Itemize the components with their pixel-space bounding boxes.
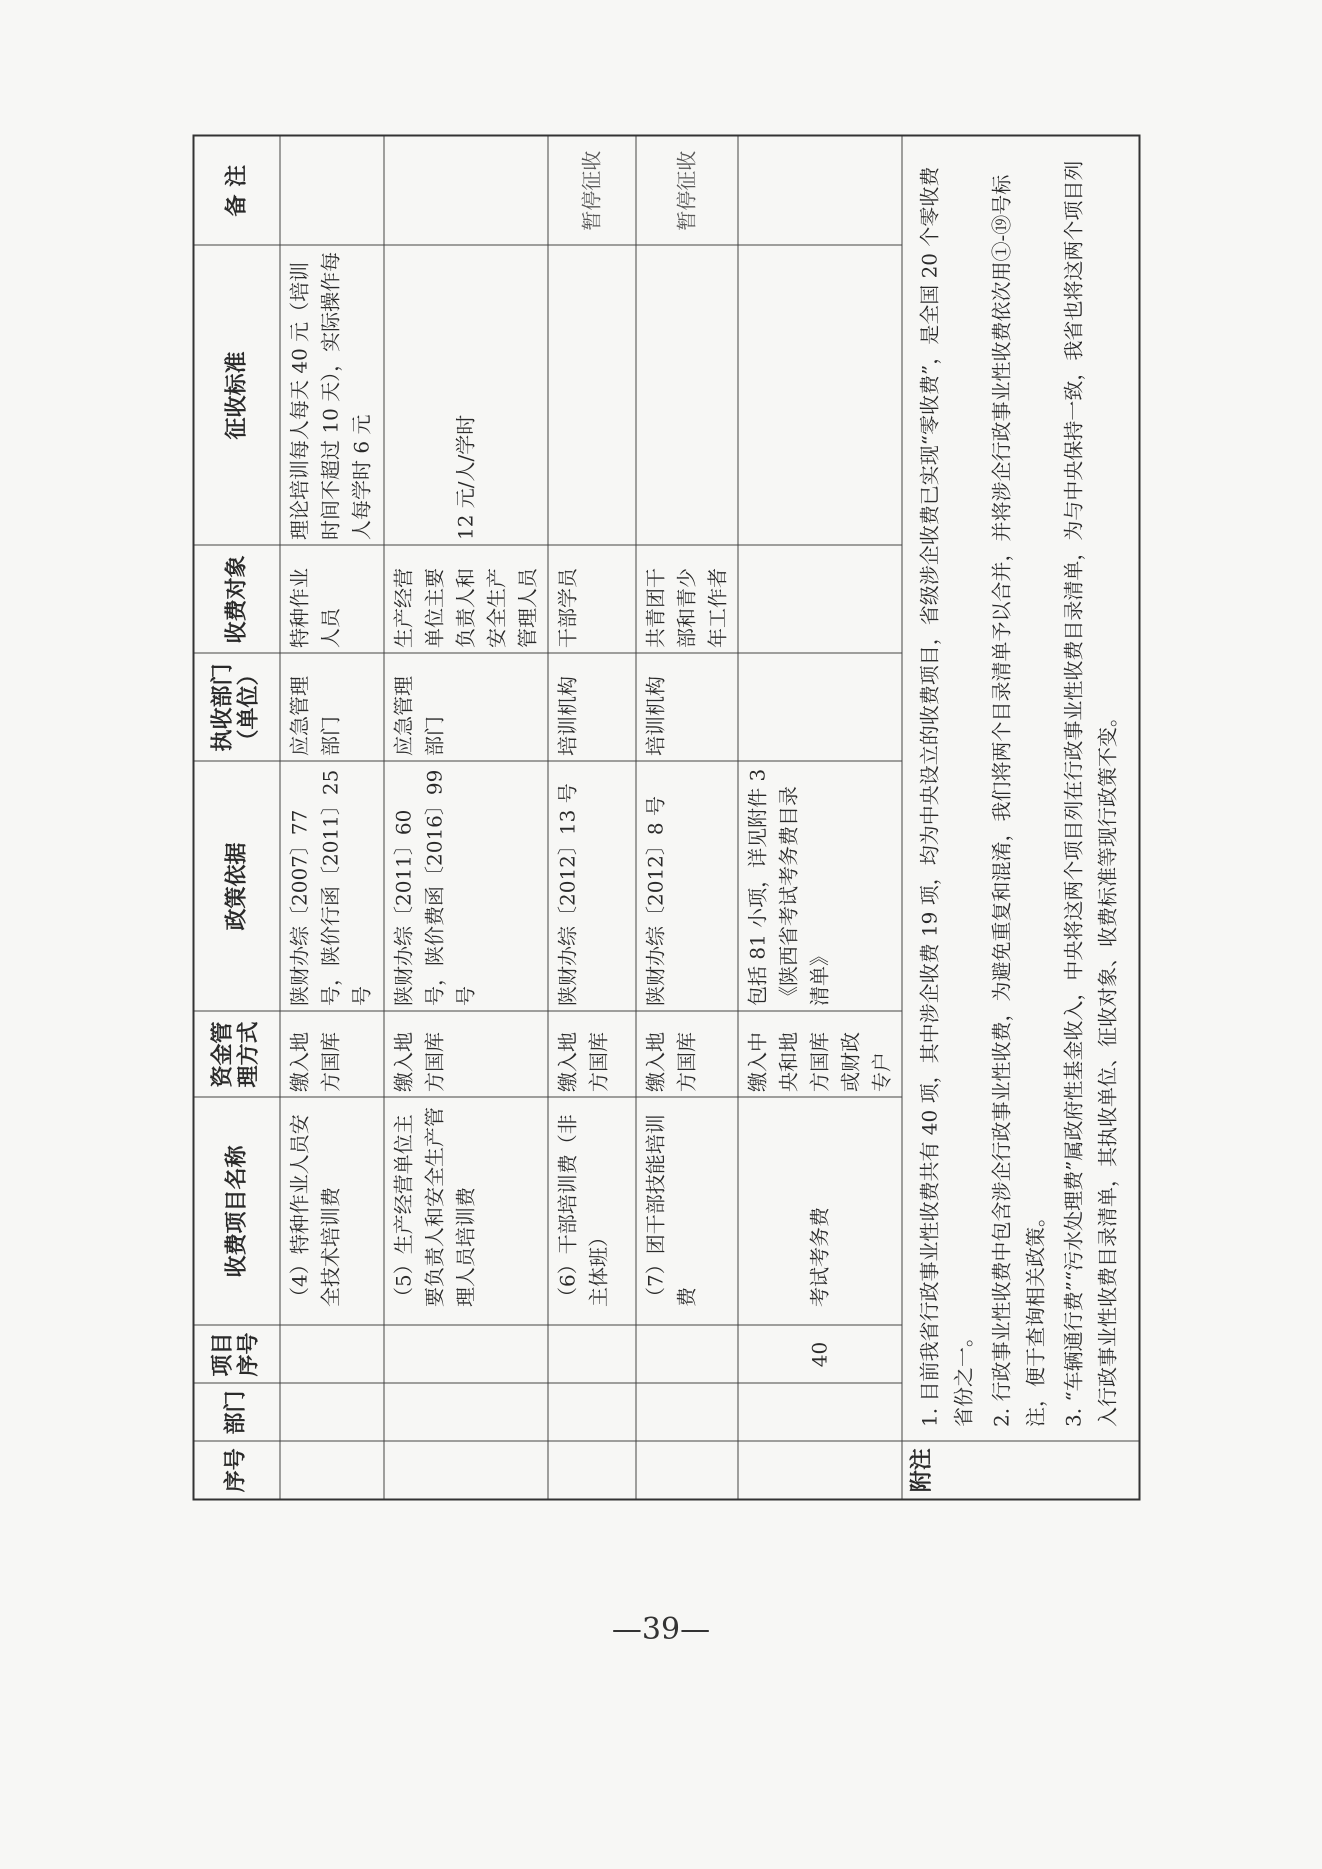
cell-collector: 应急管理部门 [280, 654, 384, 762]
notes-content [902, 136, 1140, 1442]
notes-row [902, 136, 1140, 1500]
cell-policy: 陕财办综〔2011〕60 号，陕价费函〔2016〕99 号 [384, 762, 548, 1012]
cell-remark [738, 136, 902, 246]
table-row [548, 136, 636, 1500]
cell-target: 干部学员 [548, 546, 636, 654]
cell-name: 考试考务费 [738, 1098, 902, 1326]
cell-name: （6）干部培训费（非主体班） [548, 1098, 636, 1326]
header-collector: 执收部门（单位） [194, 654, 280, 762]
cell-seq [548, 1442, 636, 1500]
header-standard: 征收标准 [194, 246, 280, 546]
fee-catalog-table [193, 135, 1141, 1501]
table-row [636, 136, 738, 1500]
header-row [194, 136, 280, 1500]
cell-standard: 理论培训每人每天 40 元（培训时间不超过 10 天），实际操作每人每学时 6 元 [280, 246, 384, 546]
page-number: —39— [611, 1612, 711, 1647]
cell-remark [280, 136, 384, 246]
cell-fund: 缴入中央和地方国库或财政专户 [738, 1012, 902, 1098]
fee-table-sheet [193, 137, 1120, 1501]
note-item: 2. 行政事业性收费中包含涉企行政事业性收费，为避免重复和混淆，我们将两个目录清单予以合并，并将涉企行政事业性收费依次用①-⑲号标注，便于查询相关政策。 [989, 174, 1047, 1427]
cell-remark: 暂停征收 [548, 136, 636, 246]
cell-target: 生产经营单位主要负责人和安全生产管理人员 [384, 546, 548, 654]
cell-standard [548, 246, 636, 546]
cell-seq [384, 1442, 548, 1500]
cell-dept [738, 1384, 902, 1442]
note-item: 1. 目前我省行政事业性收费共有 40 项，其中涉企收费 19 项，均为中央设立的收费项目，省级涉企收费已实现“零收费”，是全国 20 个零收费省份之一。 [917, 166, 975, 1427]
cell-standard [636, 246, 738, 546]
cell-fund: 缴入地方国库 [636, 1012, 738, 1098]
header-remark: 备 注 [194, 136, 280, 246]
header-fund: 资金管理方式 [194, 1012, 280, 1098]
header-dept: 部门 [194, 1384, 280, 1442]
cell-fund: 缴入地方国库 [280, 1012, 384, 1098]
cell-policy: 陕财办综〔2012〕13 号 [548, 762, 636, 1012]
cell-seq [738, 1442, 902, 1500]
cell-target [738, 546, 902, 654]
cell-item-seq: 40 [738, 1326, 902, 1384]
cell-collector: 培训机构 [548, 654, 636, 762]
cell-target: 特种作业人员 [280, 546, 384, 654]
header-target: 收费对象 [194, 546, 280, 654]
cell-seq [280, 1442, 384, 1500]
cell-item-seq [384, 1326, 548, 1384]
cell-item-seq [636, 1326, 738, 1384]
table-row [384, 136, 548, 1500]
cell-standard [738, 246, 902, 546]
cell-fund: 缴入地方国库 [548, 1012, 636, 1098]
header-seq: 序号 [194, 1442, 280, 1500]
cell-fund: 缴入地方国库 [384, 1012, 548, 1098]
cell-name: （7）团干部技能培训费 [636, 1098, 738, 1326]
cell-item-seq [548, 1326, 636, 1384]
cell-target: 共青团干部和青少年工作者 [636, 546, 738, 654]
cell-dept [384, 1384, 548, 1442]
note-item: 3. “车辆通行费”“污水处理费”属政府性基金收入，中央将这两个项目列在行政事业性收费目录清单，为与中央保持一致，我省也将这两个项目列入行政事业性收费目录清单，其执收单位、征收对象、收费标准等现行政策不变。 [1061, 160, 1119, 1427]
header-name: 收费项目名称 [194, 1098, 280, 1326]
cell-item-seq [280, 1326, 384, 1384]
cell-seq [636, 1442, 738, 1500]
table-row [738, 136, 902, 1500]
cell-name: （4）特种作业人员安全技术培训费 [280, 1098, 384, 1326]
cell-policy: 包括 81 小项，详见附件 3《陕西省考试考务费目录清单》 [738, 762, 902, 1012]
cell-dept [548, 1384, 636, 1442]
cell-dept [280, 1384, 384, 1442]
cell-remark [384, 136, 548, 246]
cell-policy: 陕财办综〔2007〕77 号，陕价行函〔2011〕25 号 [280, 762, 384, 1012]
cell-name: （5）生产经营单位主要负责人和安全生产管理人员培训费 [384, 1098, 548, 1326]
cell-policy: 陕财办综〔2012〕8 号 [636, 762, 738, 1012]
cell-collector [738, 654, 902, 762]
cell-remark: 暂停征收 [636, 136, 738, 246]
notes-label: 附注 [902, 1442, 1140, 1500]
table-row [280, 136, 384, 1500]
cell-standard: 12 元/人/学时 [384, 246, 548, 546]
cell-collector: 培训机构 [636, 654, 738, 762]
header-policy: 政策依据 [194, 762, 280, 1012]
cell-dept [636, 1384, 738, 1442]
cell-collector: 应急管理部门 [384, 654, 548, 762]
header-item-seq: 项目序号 [194, 1326, 280, 1384]
